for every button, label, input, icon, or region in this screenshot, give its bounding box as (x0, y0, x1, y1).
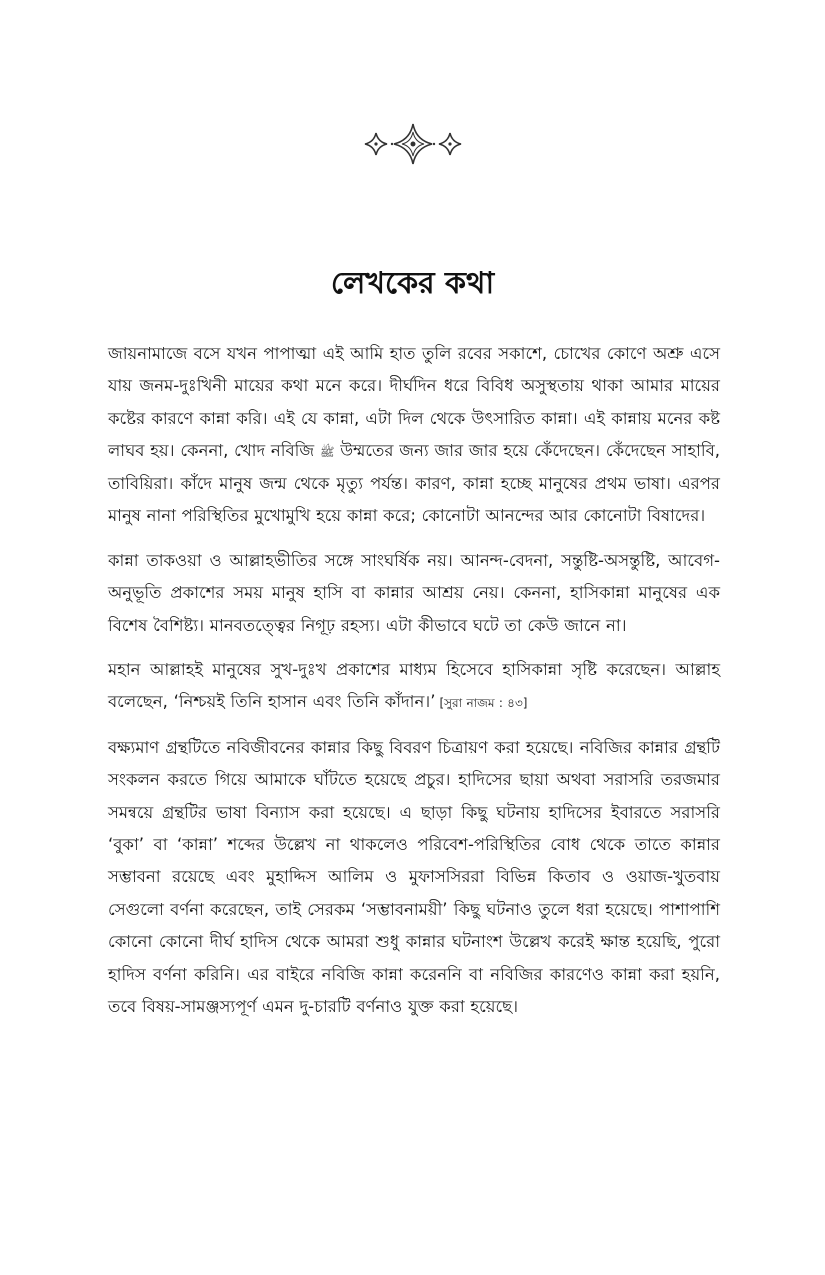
diamond-star-ornament-icon (362, 120, 464, 168)
paragraph-3-text: মহান আল্লাহই মানুষের সুখ-দুঃখ প্রকাশের মাধ্যম হিসেবে হাসিকান্না সৃষ্টি করেছেন। আল্লাহ বলেছেন, ‘নিশ্চয়ই তিনি হাসান এবং তিনি কাঁদান।’ (108, 659, 720, 712)
paragraph-2: কান্না তাকওয়া ও আল্লাহভীতির সঙ্গে সাংঘর্ষিক নয়। আনন্দ-বেদনা, সন্তুষ্টি-অসন্তুষ্টি, আবেগ-অনুভূতি প্রকাশের সময় মানুষ হাসি বা কান্নার আশ্রয় নেয়। কেননা, হাসিকান্না মানুষের এক বিশেষ বৈশিষ্ট্য। মানবতত্ত্বের নিগূঢ় রহস্য। এটা কীভাবে ঘটে তা কেউ জানে না। (108, 550, 720, 635)
paragraph-4: বক্ষ্যমাণ গ্রন্থটিতে নবিজীবনের কান্নার কিছু বিবরণ চিত্রায়ণ করা হয়েছে। নবিজির কান্নার গ্রন্থটি সংকলন করতে গিয়ে আমাকে ঘাঁটতে হয়েছে প্রচুর। হাদিসের ছায়া অথবা সরাসরি তরজমার সমন্বয়ে গ্রন্থটির ভাষা বিন্যাস করা হয়েছে। এ ছাড়া কিছু ঘটনায় হাদিসের ইবারতে সরাসরি ‘বুকা’ বা ‘কান্না’ শব্দের উল্লেখ না থাকলেও পরিবেশ-পরিস্থিতির বোধ থেকে তাতে কান্নার সম্ভাবনা রয়েছে এবং মুহাদ্দিস আলিম ও মুফাসসিররা বিভিন্ন কিতাব ও ওয়াজ-খুতবায় সেগুলো বর্ণনা করেছেন, তাই সেরকম ‘সম্ভাবনাময়ী’ কিছু ঘটনাও তুলে ধরা হয়েছে। পাশাপাশি কোনো কোনো দীর্ঘ হাদিস থেকে আমরা শুধু কান্নার ঘটনাংশ উল্লেখ করেই ক্ষান্ত হয়েছি, পুরো হাদিস বর্ণনা করিনি। এর বাইরে নবিজি কান্না করেননি বা নবিজির কারণেও কান্না করা হয়নি, তবে বিষয়-সামঞ্জস্যপূর্ণ এমন দু-চারটি বর্ণনাও যুক্ত করা হয়েছে। (108, 737, 720, 1017)
body-text (108, 338, 720, 1035)
paragraph-1 (108, 338, 720, 533)
paragraph-1-text: জায়নামাজে বসে যখন পাপাত্মা এই আমি হাত তুলি রবের সকাশে, চোখের কোণে অশ্রু এসে যায় জনম-দুঃখিনী মায়ের কথা মনে করে। দীর্ঘদিন ধরে বিবিধ অসুস্থতায় থাকা আমার মায়ের কষ্টের কারণে কান্না করি। এই যে কান্না, এটা দিল থেকে উৎসারিত কান্না। এই কান্নায় মনের কষ্ট লাঘব হয়। কেননা, খোদ নবিজি (108, 344, 720, 461)
paragraph-3 (108, 654, 720, 720)
paragraph-1-text-continued: উম্মতের জন্য জার জার হয়ে কেঁদেছেন। কেঁদেছেন সাহাবি, তাবিয়িরা। কাঁদে মানুষ জন্ম থেকে মৃত্যু পর্যন্ত। কারণ, কান্না হচ্ছে মানুষের প্রথম ভাষা। এরপর মানুষ নানা পরিস্থিতির মুখোমুখি হয়ে কান্না করে; কোনোটা আনন্দের আর কোনোটা বিষাদের। (108, 441, 720, 526)
page-title: লেখকের কথা (330, 266, 495, 301)
quran-citation: [সুরা নাজম : ৪৩] (439, 696, 528, 711)
salawat-icon: ﷺ (319, 444, 335, 459)
